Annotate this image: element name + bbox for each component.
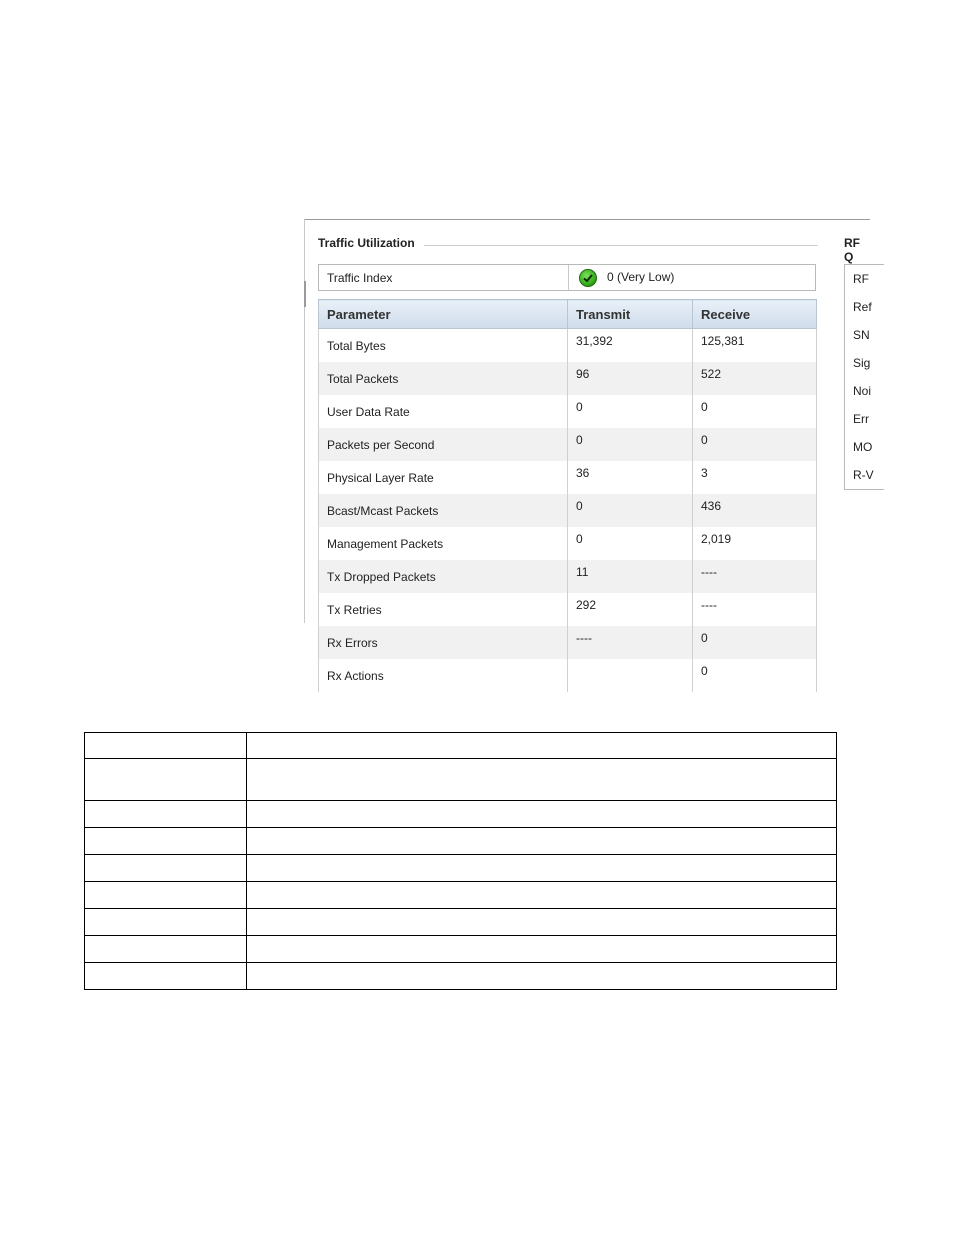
rf-quality-item: RF (853, 272, 869, 286)
table-row[interactable] (319, 329, 817, 363)
cell-description (247, 936, 837, 963)
cell-receive: 522 (693, 362, 817, 395)
frame-top-border (304, 219, 870, 220)
table-row[interactable] (319, 527, 817, 560)
traffic-index-value: 0 (Very Low) (607, 270, 675, 284)
rf-quality-item: SN (853, 328, 870, 342)
rf-quality-item: Noi (853, 384, 872, 398)
cell-parameter: Rx Errors (319, 626, 568, 659)
cell-parameter: Total Bytes (319, 329, 568, 363)
table-row[interactable] (319, 395, 817, 428)
column-header-receive[interactable]: Receive (693, 300, 817, 329)
table-row[interactable] (319, 593, 817, 626)
description-table (84, 732, 837, 990)
cell-parameter: Packets per Second (319, 428, 568, 461)
table-row (85, 733, 837, 759)
cell-description (247, 759, 837, 801)
table-row[interactable] (319, 626, 817, 659)
cell-transmit: 96 (568, 362, 693, 395)
cell-receive: 125,381 (693, 329, 817, 363)
cell-parameter: Total Packets (319, 362, 568, 395)
traffic-utilization-screenshot (304, 219, 874, 683)
table-row[interactable] (319, 494, 817, 527)
cell-term (85, 963, 247, 990)
table-row (85, 855, 837, 882)
table-row (85, 882, 837, 909)
traffic-parameter-table (318, 299, 817, 692)
table-body (319, 329, 817, 693)
cell-receive: 0 (693, 626, 817, 659)
table-header-row (319, 300, 817, 329)
cell-parameter: Tx Dropped Packets (319, 560, 568, 593)
cell-transmit: 0 (568, 494, 693, 527)
table-row (85, 801, 837, 828)
rf-quality-item: Ref (853, 300, 872, 314)
column-header-parameter[interactable]: Parameter (319, 300, 568, 329)
cell-parameter: Tx Retries (319, 593, 568, 626)
rf-quality-list (844, 264, 884, 490)
table-row (85, 963, 837, 990)
cell-receive: 2,019 (693, 527, 817, 560)
cell-transmit: ---- (568, 626, 693, 659)
cell-term (85, 936, 247, 963)
table-row[interactable] (319, 461, 817, 494)
cell-description (247, 963, 837, 990)
rf-quality-title: RF Q (844, 236, 870, 264)
cell-description (247, 801, 837, 828)
cell-term (85, 909, 247, 936)
cell-transmit: 0 (568, 395, 693, 428)
cell-receive: 436 (693, 494, 817, 527)
table-row[interactable] (319, 560, 817, 593)
traffic-group-line (424, 245, 818, 246)
rf-quality-item: Sig (853, 356, 871, 370)
table-row (85, 828, 837, 855)
cell-description (247, 855, 837, 882)
cell-receive: 0 (693, 395, 817, 428)
rf-quality-item: MO (853, 440, 873, 454)
cell-transmit (568, 659, 693, 692)
cell-transmit: 0 (568, 428, 693, 461)
cell-parameter: Physical Layer Rate (319, 461, 568, 494)
cell-term (85, 828, 247, 855)
rf-quality-item: Err (853, 412, 869, 426)
cell-term (85, 733, 247, 759)
cell-parameter: Rx Actions (319, 659, 568, 692)
cell-transmit: 31,392 (568, 329, 693, 363)
cell-description (247, 882, 837, 909)
cell-parameter: User Data Rate (319, 395, 568, 428)
cell-term (85, 882, 247, 909)
cell-parameter: Bcast/Mcast Packets (319, 494, 568, 527)
frame-left-border (304, 219, 305, 623)
cell-receive: 0 (693, 428, 817, 461)
cell-description (247, 828, 837, 855)
table-row (85, 936, 837, 963)
green-check-icon (579, 269, 597, 287)
table-row (85, 759, 837, 801)
cell-description (247, 733, 837, 759)
cell-receive: ---- (693, 560, 817, 593)
traffic-index-label: Traffic Index (327, 271, 393, 285)
table-row[interactable] (319, 362, 817, 395)
cell-receive: 3 (693, 461, 817, 494)
table-row[interactable] (319, 428, 817, 461)
frame-notch (304, 281, 306, 307)
table-row (85, 909, 837, 936)
cell-term (85, 759, 247, 801)
rf-quality-item: R-V (853, 468, 874, 482)
cell-receive: ---- (693, 593, 817, 626)
description-table-body (85, 733, 837, 990)
cell-parameter: Management Packets (319, 527, 568, 560)
cell-receive: 0 (693, 659, 817, 692)
traffic-utilization-title: Traffic Utilization (318, 236, 421, 250)
column-header-transmit[interactable]: Transmit (568, 300, 693, 329)
cell-transmit: 292 (568, 593, 693, 626)
traffic-index-row (318, 264, 816, 291)
cell-term (85, 855, 247, 882)
cell-transmit: 11 (568, 560, 693, 593)
cell-term (85, 801, 247, 828)
table-row[interactable] (319, 659, 817, 692)
traffic-index-separator (568, 265, 569, 290)
cell-transmit: 36 (568, 461, 693, 494)
cell-description (247, 909, 837, 936)
cell-transmit: 0 (568, 527, 693, 560)
